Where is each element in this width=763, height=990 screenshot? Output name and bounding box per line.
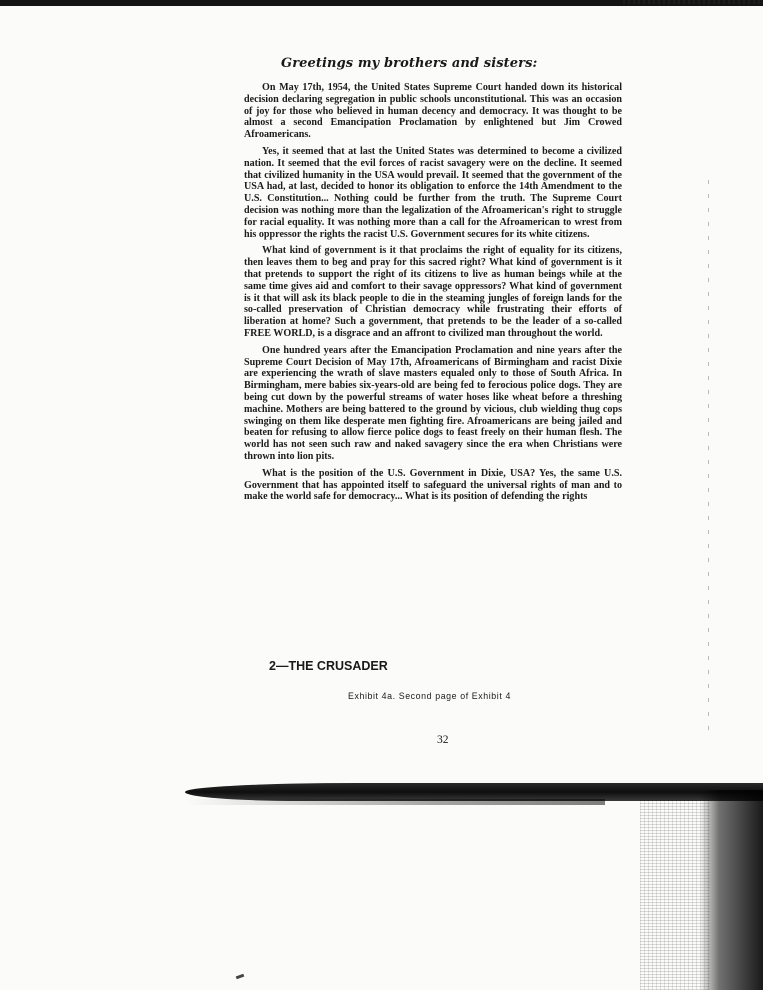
paragraph-2: Yes, it seemed that at last the United States was determined to become a civilized nation. It seemed that the evil forces of racist savagery were on the decline. It seemed that civilized humanity in the USA would prevail. It seemed that the government of the USA had, at last, decided to honor its obligation to enforce the 14th Amendment to the U.S. Constitution... Nothing could be further from the truth. The Supreme Court decision was nothing more than the legalization of the Afroamerican's right to struggle for racial equality. It was nothing more than a call for the Afroamerican to wrest from his oppressor the rights the racist U.S. Government secures for its white citizens.	[244, 145, 622, 240]
scan-stray-mark	[236, 974, 245, 980]
article-body	[244, 82, 622, 503]
page-number: 32	[437, 734, 449, 746]
paragraph-4: One hundred years after the Emancipation Proclamation and nine years after the Supreme Court Decision of May 17th, Afroamericans of Birmingham and racist Dixie are experiencing the wrath of slave masters equaled only to those of South Africa. In Birmingham, mere babies six-years-old are being fed to ferocious police dogs. They are being cut down by the powerful streams of water hoses like wheat before a threshing machine. Mothers are being battered to the ground by vicious, club wielding thug cops swinging on them like desperate men fighting fire. Afroamericans are being jailed and beaten for refusing to allow fierce police dogs to feast freely on their human flesh. The world has not seen such raw and naked savagery since the era when Christians were thrown into lion pits.	[244, 344, 622, 462]
paragraph-3: What kind of government is it that proclaims the right of equality for its citizens, then leaves them to beg and pray for this sacred right? What kind of government is it that pretends to support the right of its citizens to live as human beings while at the same time gives aid and comfort to their savage oppressors? What kind of government is it that will ask its black people to die in the steaming jungles of foreign lands for the so-called preservation of Christian democracy while frustrating their efforts of liberation at home? Such a government, that pretends to be the leader of a so-called FREE WORLD, is a disgrace and an affront to civilized man throughout the world.	[244, 245, 622, 339]
exhibit-caption: Exhibit 4a. Second page of Exhibit 4	[348, 691, 511, 701]
paragraph-1: On May 17th, 1954, the United States Supreme Court handed down its historical decision declaring segregation in public schools unconstitutional. This was an occasion of joy for those who believed in human decency and democracy. It was thought to be almost a second Emancipation Proclamation by enlightened but Jim Crowed Afroamericans.	[244, 82, 622, 141]
scan-top-border-fade	[623, 0, 763, 4]
scan-bottom-edge-fade	[185, 799, 605, 805]
scan-margin-artifact	[708, 180, 709, 740]
paragraph-5: What is the position of the U.S. Government in Dixie, USA? Yes, the same U.S. Government that has appointed itself to safeguard the universal rights of man and to make the world safe for democracy... What is its position of defending the rights	[244, 467, 622, 503]
letter-greeting-heading: Greetings my brothers and sisters:	[281, 56, 538, 71]
publication-footer-title: 2—THE CRUSADER	[269, 659, 388, 673]
scan-corner-shadow	[700, 790, 763, 990]
